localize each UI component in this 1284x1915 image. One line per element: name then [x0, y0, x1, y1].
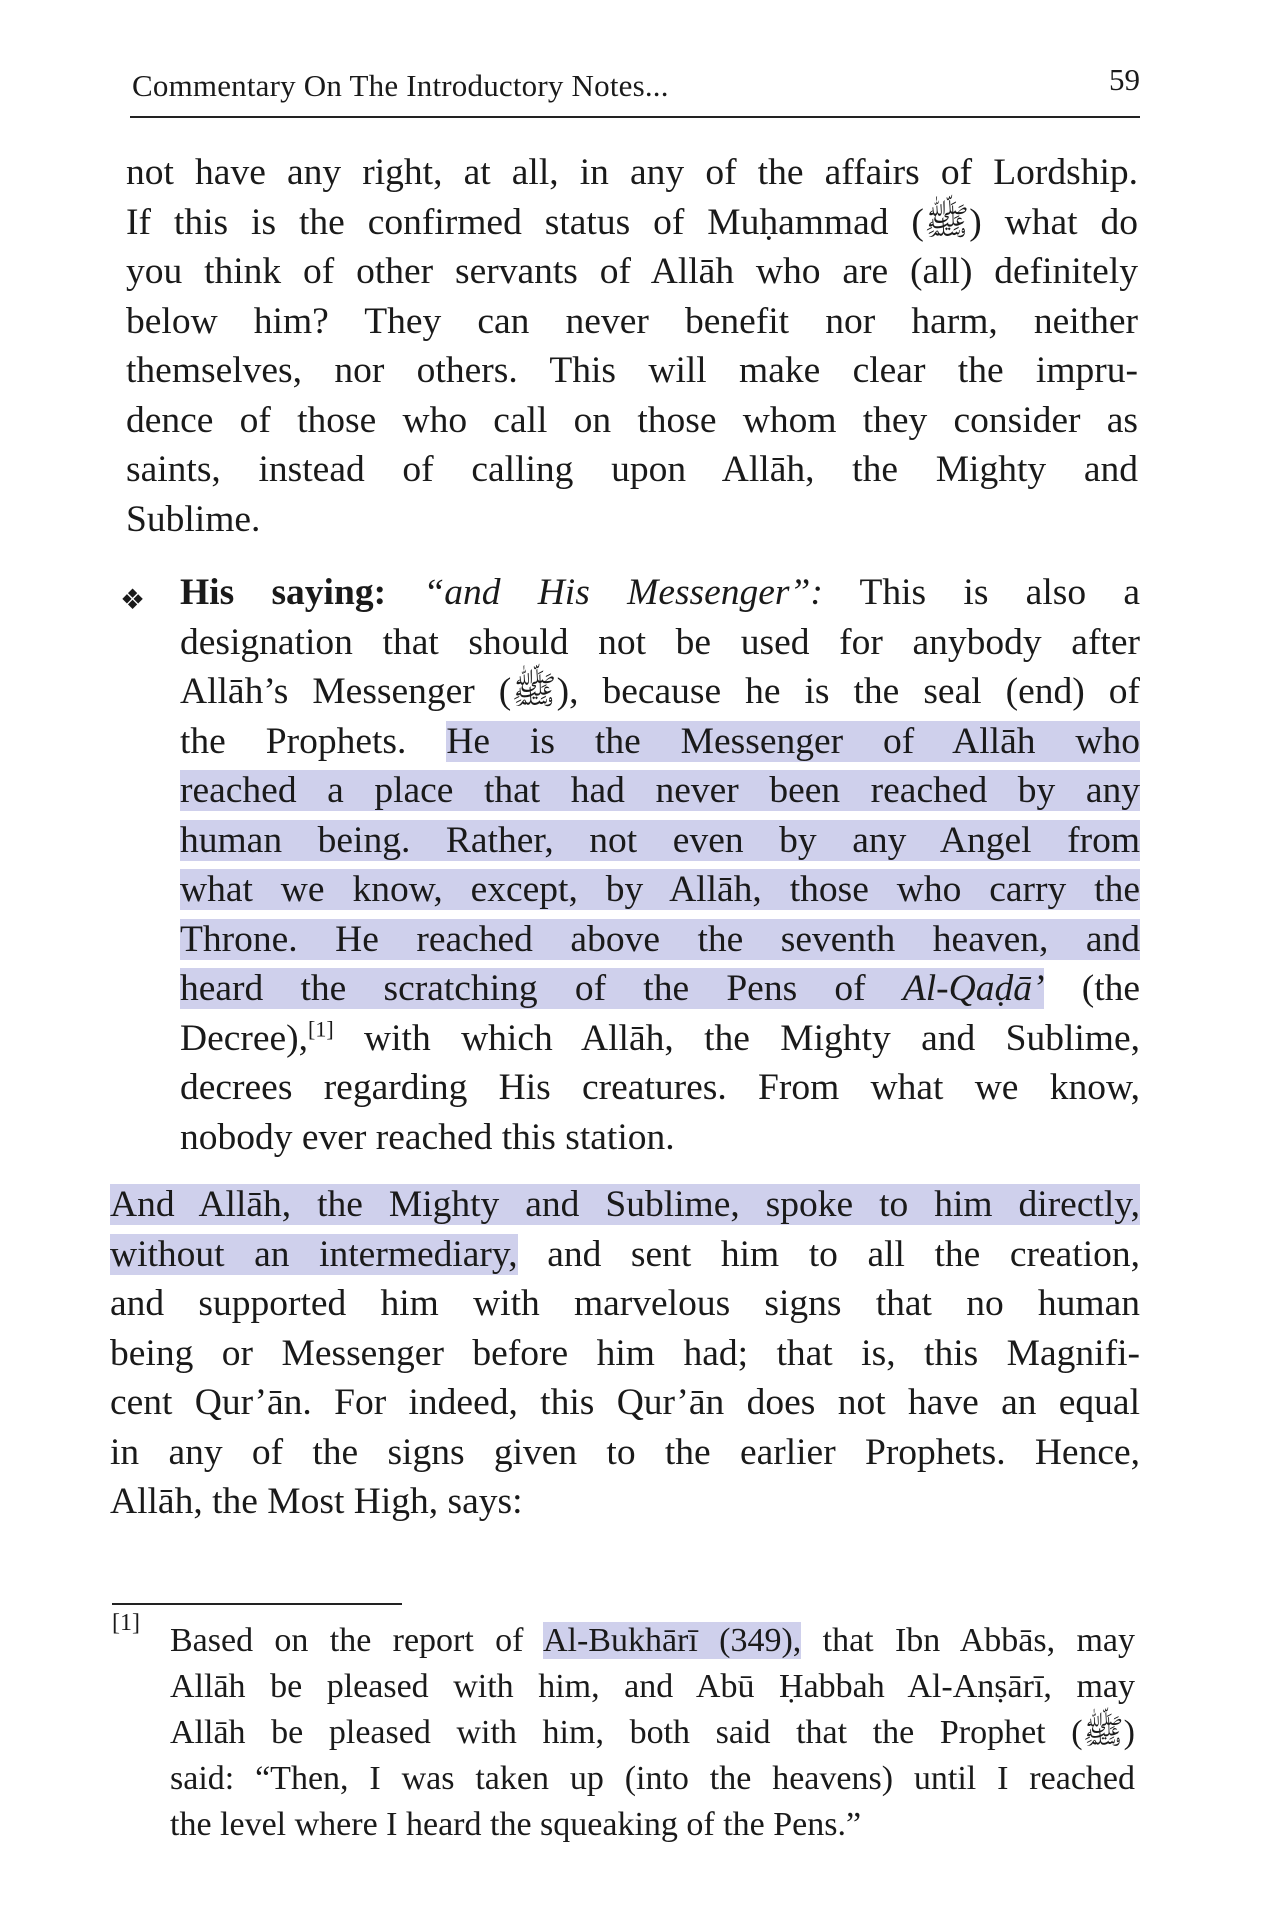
text-line: Allāh’s Messenger (ﷺ), because he is the seal (end) of [180, 671, 1140, 712]
text-line: dence of those who call on those whom they consider as [126, 399, 1138, 441]
text-line: and supported him with marvelous signs that no human [110, 1283, 1140, 1324]
highlighted-text: reached a place that had never been reached by any [180, 770, 1140, 811]
text-span: Based on the report of [170, 1622, 524, 1659]
text-line: nobody ever reached this station. [180, 1116, 675, 1158]
footnote [170, 1618, 1135, 1848]
highlighted-text: Al-Bukhārī (349), [542, 1622, 802, 1659]
footnote-marker: [1] [112, 1610, 140, 1636]
running-header [130, 62, 1140, 122]
paragraph-lordship [126, 148, 1138, 544]
text-line: the level where I heard the squeaking of the Pens.” [170, 1806, 862, 1843]
highlighted-text: without an intermediary, [110, 1233, 518, 1275]
text-line [170, 1618, 1135, 1664]
paragraph-quran [110, 1180, 1140, 1527]
text-span: heard the scratching of the Pens of [180, 968, 866, 1009]
text-line [110, 1230, 1140, 1280]
text-line: you think of other servants of Allāh who are (all) definitely [126, 251, 1138, 292]
highlighted-text: And Allāh, the Mighty and Sublime, spoke to him directly, [110, 1184, 1140, 1225]
bullet-label: His saying: [180, 572, 387, 613]
text-line: in any of the signs given to the earlier Prophets. Hence, [110, 1431, 1140, 1473]
text-line: said: “Then, I was taken up (into the heavens) until I reached [170, 1760, 1135, 1797]
footnote-ref[interactable]: [1] [308, 1016, 334, 1041]
text-line: saints, instead of calling upon Allāh, the Mighty and [126, 449, 1138, 490]
text-line [180, 1014, 1140, 1064]
text-line [110, 1180, 1140, 1230]
text-line: cent Qur’ān. For indeed, this Qur’ān does not have an equal [110, 1382, 1140, 1423]
highlighted-text: human being. Rather, not even by any Angel from [180, 819, 1140, 861]
text-line [180, 915, 1140, 965]
text-span: with which Allāh, the Mighty and Sublime, [364, 1017, 1140, 1059]
page-number: 59 [1109, 62, 1140, 97]
text-line: designation that should not be used for anybody after [180, 621, 1140, 663]
text-line [180, 568, 1140, 618]
text-line [180, 964, 1140, 1014]
italic-term: Al-Qaḍā’ [902, 968, 1045, 1009]
footnote-rule [112, 1603, 402, 1605]
text-line: not have any right, at all, in any of the affairs of Lordship. [126, 152, 1138, 193]
text-line: decrees regarding His creatures. From what we know, [180, 1067, 1140, 1108]
text-line [180, 816, 1140, 866]
text-line: themselves, nor others. This will make clear the impru- [126, 350, 1138, 391]
text-span: (the [1081, 968, 1141, 1009]
text-line: below him? They can never benefit nor harm, neither [126, 300, 1138, 342]
text-line: Allāh, the Most High, says: [110, 1481, 523, 1522]
text-line [180, 717, 1140, 767]
text-span: Decree), [180, 1017, 309, 1059]
diamond-bullet-icon: ❖ [120, 585, 146, 616]
text-span: the Prophets. [180, 720, 407, 762]
text-line: Allāh be pleased with him, both said that the Prophet (ﷺ) [170, 1714, 1135, 1751]
text-span: and sent him to all the creation, [547, 1233, 1140, 1275]
text-span: This is also a [859, 572, 1141, 613]
header-rule [130, 116, 1140, 118]
text-line [180, 766, 1140, 816]
highlighted-text: Throne. He reached above the seventh heaven, and [180, 918, 1140, 960]
text-line [180, 865, 1140, 915]
highlighted-text: what we know, except, by Allāh, those who carry the [180, 869, 1140, 910]
bullet-text [180, 568, 1140, 1162]
text-span: that Ibn Abbās, may [822, 1622, 1135, 1659]
highlighted-text: He is the Messenger of Allāh who [446, 720, 1140, 762]
bullet-quote: “and His Messenger”: [423, 572, 823, 613]
header-title: Commentary On The Introductory Notes... [132, 68, 669, 103]
text-line: Allāh be pleased with him, and Abū Ḥabbah Al-Anṣārī, may [170, 1668, 1135, 1705]
text-line: If this is the confirmed status of Muḥammad (ﷺ) what do [126, 201, 1139, 243]
text-line: being or Messenger before him had; that is, this Magnifi- [110, 1332, 1140, 1374]
text-line: Sublime. [126, 498, 261, 540]
highlighted-text [180, 968, 1044, 1009]
